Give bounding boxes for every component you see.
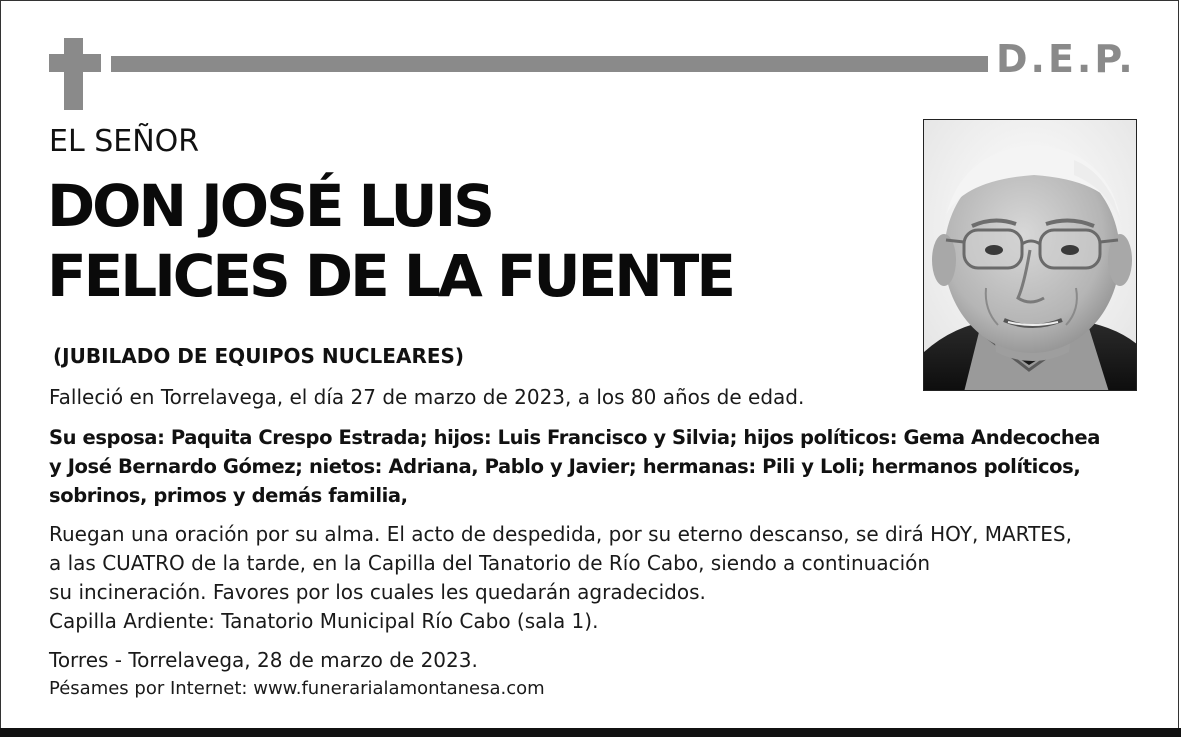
occupation: (JUBILADO DE EQUIPOS NUCLEARES) <box>53 344 465 368</box>
cross-icon <box>49 38 101 110</box>
family-list <box>49 423 1139 510</box>
dep-label: D.E.P. <box>996 37 1136 81</box>
prayer-line-3: su incineración. Favores por los cuales les quedarán agradecidos. <box>49 580 706 604</box>
death-statement: Falleció en Torrelavega, el día 27 de marzo de 2023, a los 80 años de edad. <box>49 385 805 409</box>
honorific-prefix: EL SEÑOR <box>49 124 200 159</box>
place-date: Torres - Torrelavega, 28 de marzo de 2023. <box>49 648 478 672</box>
deceased-name <box>47 171 733 311</box>
family-line-1: Su esposa: Paquita Crespo Estrada; hijos: Luis Francisco y Silvia; hijos políticos: Gema Andecochea <box>49 426 1100 449</box>
header-rule <box>111 56 988 72</box>
prayer-line-1: Ruegan una oración por su alma. El acto de despedida, por su eterno descanso, se dirá HOY, MARTES, <box>49 522 1072 546</box>
family-line-3: sobrinos, primos y demás familia, <box>49 484 408 507</box>
condolences-link[interactable]: Pésames por Internet: www.funerarialamontanesa.com <box>49 678 545 699</box>
portrait-photo <box>923 119 1137 391</box>
prayer-line-2: a las CUATRO de la tarde, en la Capilla del Tanatorio de Río Cabo, siendo a continuación <box>49 551 931 575</box>
portrait-illustration <box>924 120 1137 391</box>
family-line-2: y José Bernardo Gómez; nietos: Adriana, Pablo y Javier; hermanas: Pili y Loli; hermanos políticos, <box>49 455 1081 478</box>
name-line-2: FELICES DE LA FUENTE <box>47 242 733 310</box>
chapel-info: Capilla Ardiente: Tanatorio Municipal Río Cabo (sala 1). <box>49 609 599 633</box>
bottom-bar <box>0 728 1181 737</box>
name-line-1: DON JOSÉ LUIS <box>47 172 492 240</box>
